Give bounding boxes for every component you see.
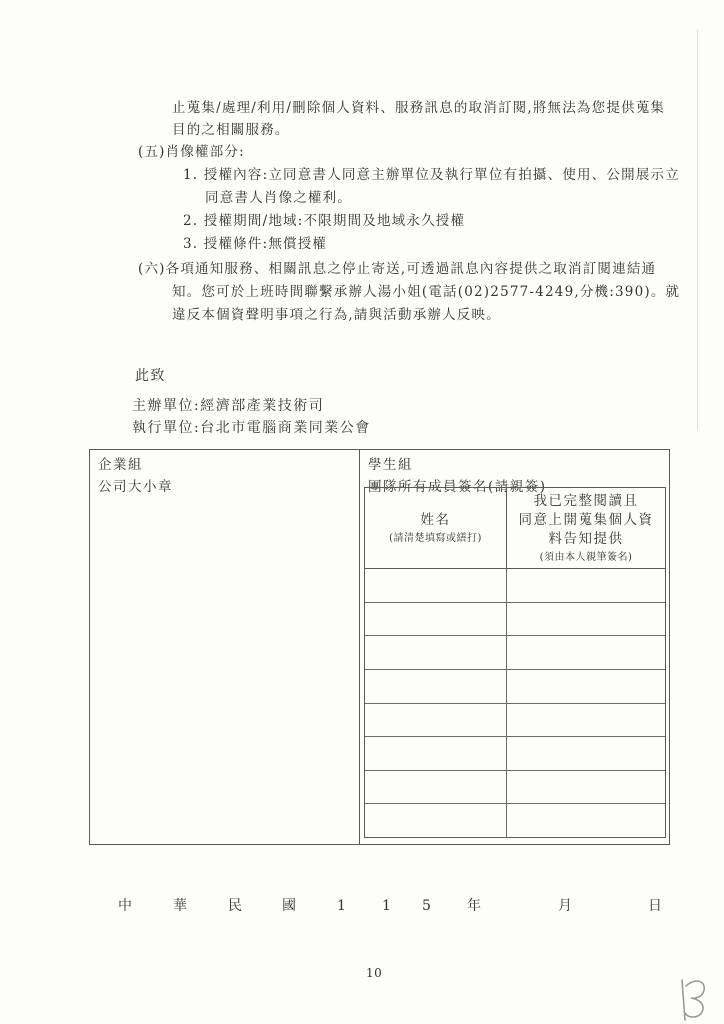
clause-6-cont: 知。您可於上班時間聯繫承辦人湯小姐(電話(02)2577-4249,分機:390)。就 (172, 284, 681, 300)
consent-column-note: (須由本人親筆簽名) (539, 552, 633, 563)
signature-name-cell (365, 636, 507, 669)
date-char: 民 (228, 898, 242, 914)
signature-row (365, 569, 665, 603)
date-char: 華 (173, 898, 187, 914)
signature-consent-cell (507, 704, 665, 737)
date-char: 中 (118, 898, 132, 914)
terms-line: 目的之相關服務。 (172, 122, 290, 138)
enterprise-stamp-label: 公司大小章 (98, 479, 173, 495)
consent-column-header (507, 488, 665, 568)
handwritten-mark (668, 972, 724, 1024)
signature-row (365, 771, 665, 805)
signature-consent-cell (507, 636, 665, 669)
page-number: 10 (366, 966, 383, 980)
consent-column-title: 同意上開蒐集個人資 (518, 512, 654, 528)
student-instruction: 團隊所有成員簽名(請親簽) (368, 479, 547, 495)
salutation: 此致 (135, 368, 166, 384)
date-year-label: 年 (467, 898, 481, 914)
consent-column-title: 我已完整閱讀且 (533, 493, 639, 509)
signature-name-cell (365, 804, 507, 837)
student-signature-inner-table (364, 487, 666, 838)
date-year-digit: 5 (422, 898, 431, 914)
enterprise-group-label: 企業組 (98, 457, 143, 473)
date-char: 國 (282, 898, 296, 914)
terms-line: 止蒐集/處理/利用/刪除個人資料、服務訊息的取消訂閱,將無法為您提供蒐集 (172, 100, 666, 116)
enterprise-stamp-cell (90, 450, 360, 844)
clause-5-item-2: 2. 授權期間/地域:不限期間及地域永久授權 (183, 213, 466, 229)
signature-row (365, 737, 665, 771)
clause-5-item-1-cont: 同意書人肖像之權利。 (205, 190, 352, 206)
clause-5-item-3: 3. 授權條件:無償授權 (183, 236, 328, 252)
name-column-title: 姓名 (420, 512, 451, 528)
signature-consent-cell (507, 603, 665, 636)
signature-name-cell (365, 771, 507, 804)
signature-name-cell (365, 603, 507, 636)
signature-consent-cell (507, 737, 665, 770)
name-column-note: (請清楚填寫或繕打) (389, 533, 482, 544)
clause-5-heading: (五)肖像權部分: (138, 144, 245, 160)
signature-row (365, 636, 665, 670)
signature-row (365, 670, 665, 704)
date-year-digit: 1 (337, 898, 346, 914)
signature-consent-cell (507, 670, 665, 703)
signature-consent-cell (507, 569, 665, 602)
signature-rows (365, 569, 665, 837)
signature-row (365, 603, 665, 637)
signature-name-cell (365, 704, 507, 737)
signature-row (365, 804, 665, 837)
clause-5-item-1: 1. 授權內容:立同意書人同意主辦單位及執行單位有拍攝、使用、公開展示立 (183, 167, 680, 183)
student-signature-cell (361, 450, 669, 844)
date-year-digit: 1 (382, 898, 391, 914)
signature-name-cell (365, 670, 507, 703)
signature-consent-cell (507, 804, 665, 837)
signature-row (365, 704, 665, 738)
signature-consent-cell (507, 771, 665, 804)
clause-6-cont: 違反本個資聲明事項之行為,請與活動承辦人反映。 (172, 307, 501, 323)
signature-table-header (365, 488, 665, 569)
clause-6-heading: (六)各項通知服務、相關訊息之停止寄送,可透過訊息內容提供之取消訂閱連結通 (138, 261, 657, 277)
name-column-header (365, 488, 507, 568)
signature-name-cell (365, 737, 507, 770)
date-day-label: 日 (648, 898, 662, 914)
organizer-line: 主辦單位:經濟部產業技術司 (132, 398, 325, 414)
executor-line: 執行單位:台北市電腦商業同業公會 (132, 420, 371, 436)
student-group-label: 學生組 (368, 457, 413, 473)
consent-column-title: 料告知提供 (548, 531, 624, 547)
signature-table (89, 449, 670, 845)
date-month-label: 月 (558, 898, 572, 914)
signature-name-cell (365, 569, 507, 602)
scan-edge-artifact (697, 30, 698, 430)
